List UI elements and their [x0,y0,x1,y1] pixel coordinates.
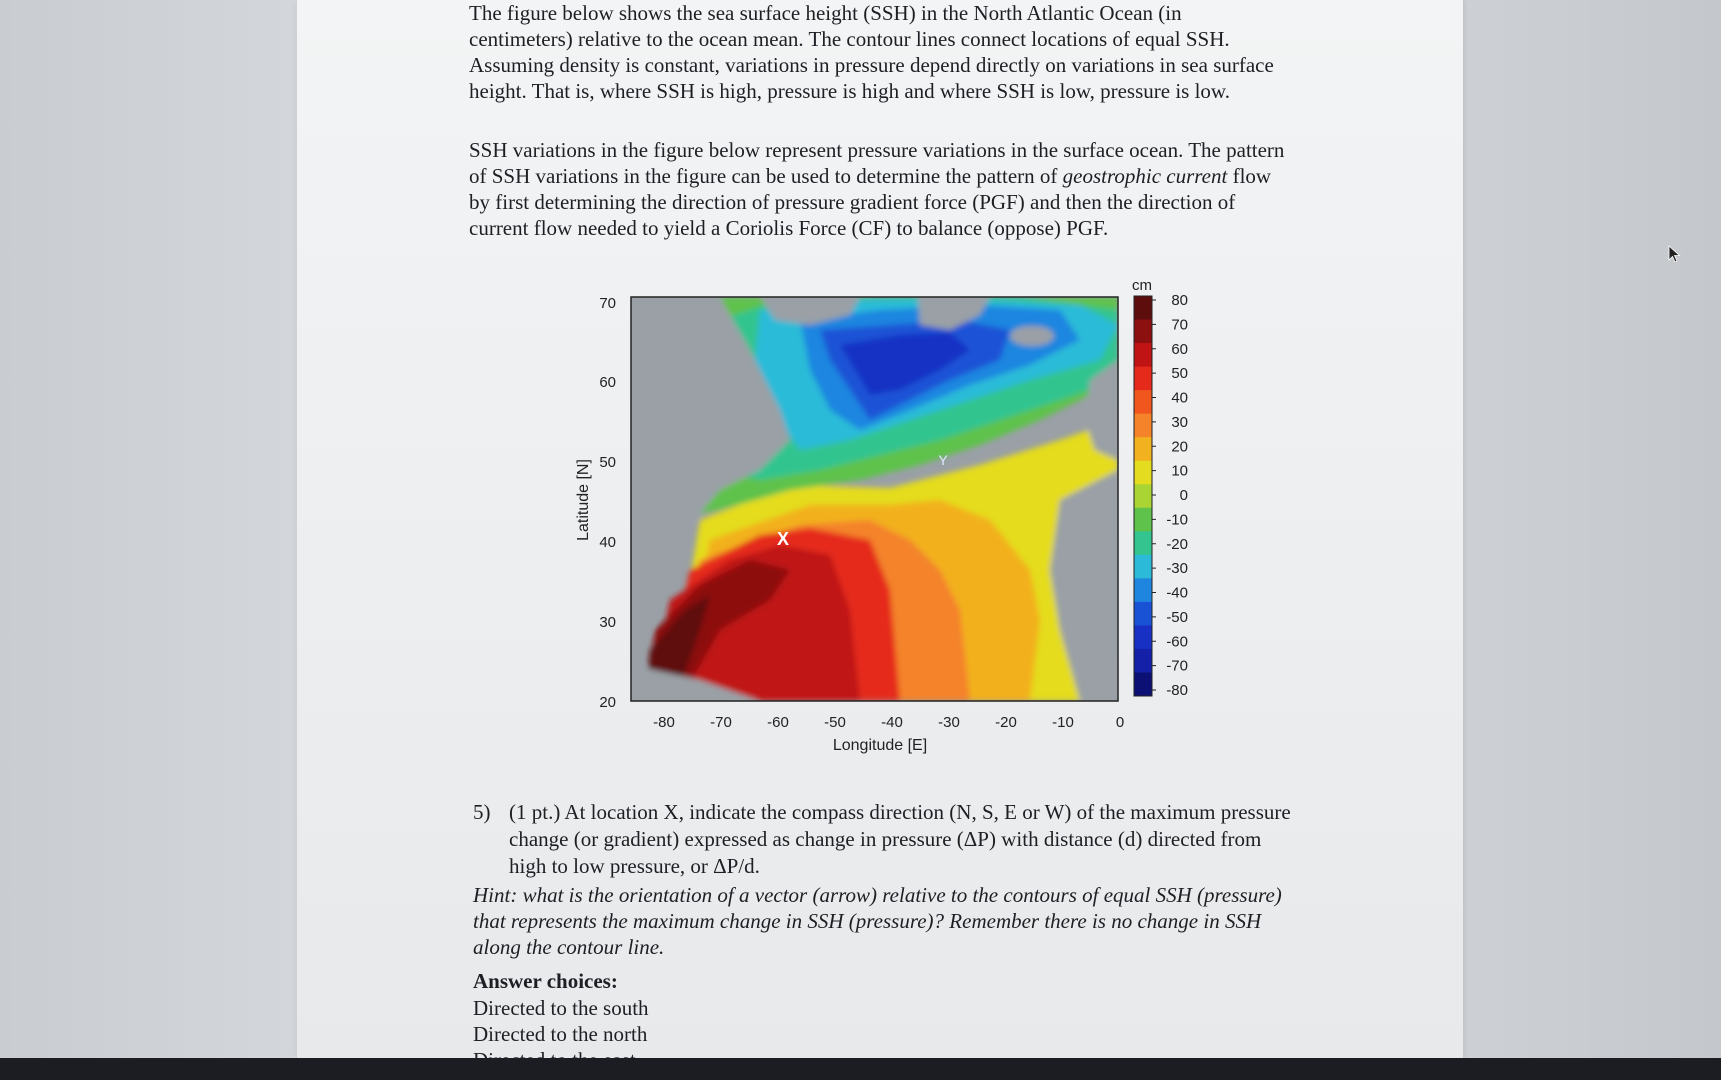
ssh-paragraph-part2: flow by first determining the direction of pressure gradient force (PGF) and then the direction of current flow needed to yield a Coriolis Force (CF) to balance (oppose) PGF. [469,164,1272,240]
geostrophic-term: geostrophic current [1062,164,1228,188]
colorbar-tick-label: -50 [1166,608,1188,626]
x-tick-m50: -50 [824,714,846,731]
answer-choice-south[interactable]: Directed to the south [473,996,649,1020]
colorbar-swatch [1134,320,1152,344]
colorbar-swatch [1134,390,1152,414]
colorbar-tick-label: -70 [1166,657,1188,675]
colorbar-swatch [1134,367,1152,391]
colorbar-tick-label: 50 [1171,365,1188,383]
y-tick-30: 30 [599,614,616,631]
x-axis-label: Longitude [E] [832,737,928,754]
marker-x: X [776,529,790,549]
colorbar-tick-label: -60 [1166,633,1188,651]
colorbar-tick-label: 40 [1171,389,1188,407]
colorbar-swatch [1134,672,1152,696]
x-tick-m10: -10 [1052,714,1074,731]
colorbar-swatch [1134,484,1152,508]
y-tick-40: 40 [599,534,616,551]
colorbar-tick-label: -10 [1166,511,1188,529]
ssh-map [631,297,1118,701]
colorbar-tick-label: 20 [1171,438,1188,456]
colorbar-tick-label: 80 [1171,292,1188,309]
ssh-map-figure [560,270,1220,760]
answer-choices-title: Answer choices: [473,969,618,993]
marker-y: Y [938,452,948,468]
colorbar-swatch [1134,461,1152,485]
x-tick-m30: -30 [938,714,960,731]
question-text: (1 pt.) At location X, indicate the compass direction (N, S, E or W) of the maximum pressure change (or gradient) expressed as change in pressure (ΔP) with distance (d) directed from high to low pressure, or ΔP/d. [509,800,1291,878]
colorbar-tick-label: -40 [1166,584,1188,602]
answer-choice-north[interactable]: Directed to the north [473,1022,648,1046]
colorbar-swatch [1134,555,1152,579]
hint-text: Hint: what is the orientation of a vector (arrow) relative to the contours of equal SSH (pressure) that represents the maximum change in SSH (pressure)? Remember there is no change in SSH along the contour line. [473,883,1282,959]
bottom-bezel [0,1058,1721,1080]
x-tick-m20: -20 [995,714,1017,731]
colorbar-swatch [1134,531,1152,555]
colorbar-tick-label: -30 [1166,560,1188,578]
colorbar-swatch [1134,296,1152,320]
colorbar-tick-label: -20 [1166,535,1188,553]
colorbar-swatch [1134,578,1152,602]
x-tick-m80: -80 [653,714,675,731]
y-tick-60: 60 [599,374,616,391]
colorbar-swatch [1134,649,1152,673]
y-axis-label: Latitude [N] [575,459,592,541]
colorbar-tick-label: 30 [1171,413,1188,431]
colorbar-swatch [1134,414,1152,438]
x-tick-0: 0 [1115,714,1125,731]
colorbar [1132,277,1188,699]
colorbar-tick-label: 0 [1179,487,1188,504]
x-axis [653,714,1124,754]
colorbar-tick-label: 70 [1171,316,1188,334]
ssh-paragraph [469,137,1289,241]
ssh-paragraph-part1: SSH variations in the figure below represent pressure variations in the surface ocean. The pattern of SSH variations in the figure can be used to determine the pattern of [469,138,1285,188]
y-tick-50: 50 [599,454,616,471]
x-tick-m40: -40 [881,714,903,731]
y-tick-20: 20 [599,694,616,711]
colorbar-swatch [1134,602,1152,626]
colorbar-swatch [1134,343,1152,367]
colorbar-tick-label: 60 [1171,340,1188,358]
colorbar-swatch [1134,625,1152,649]
y-tick-70: 70 [599,295,616,312]
mouse-pointer-icon [1668,245,1682,268]
colorbar-swatch [1134,508,1152,532]
x-tick-m70: -70 [710,714,732,731]
intro-paragraph: The figure below shows the sea surface height (SSH) in the North Atlantic Ocean (in centimeters) relative to the ocean mean. The contour lines connect locations of equal SSH. Assuming density is constant, variations in pressure depend directly on variations in sea surface height. That is, where SSH is high, pressure is high and where SSH is low, pressure is low. [469,1,1274,103]
question-number: 5) [473,800,491,824]
y-axis [575,295,616,711]
x-tick-m60: -60 [767,714,789,731]
colorbar-swatch [1134,437,1152,461]
colorbar-tick-label: -80 [1166,682,1188,699]
colorbar-tick-label: 10 [1171,462,1188,480]
colorbar-unit: cm [1132,277,1152,294]
